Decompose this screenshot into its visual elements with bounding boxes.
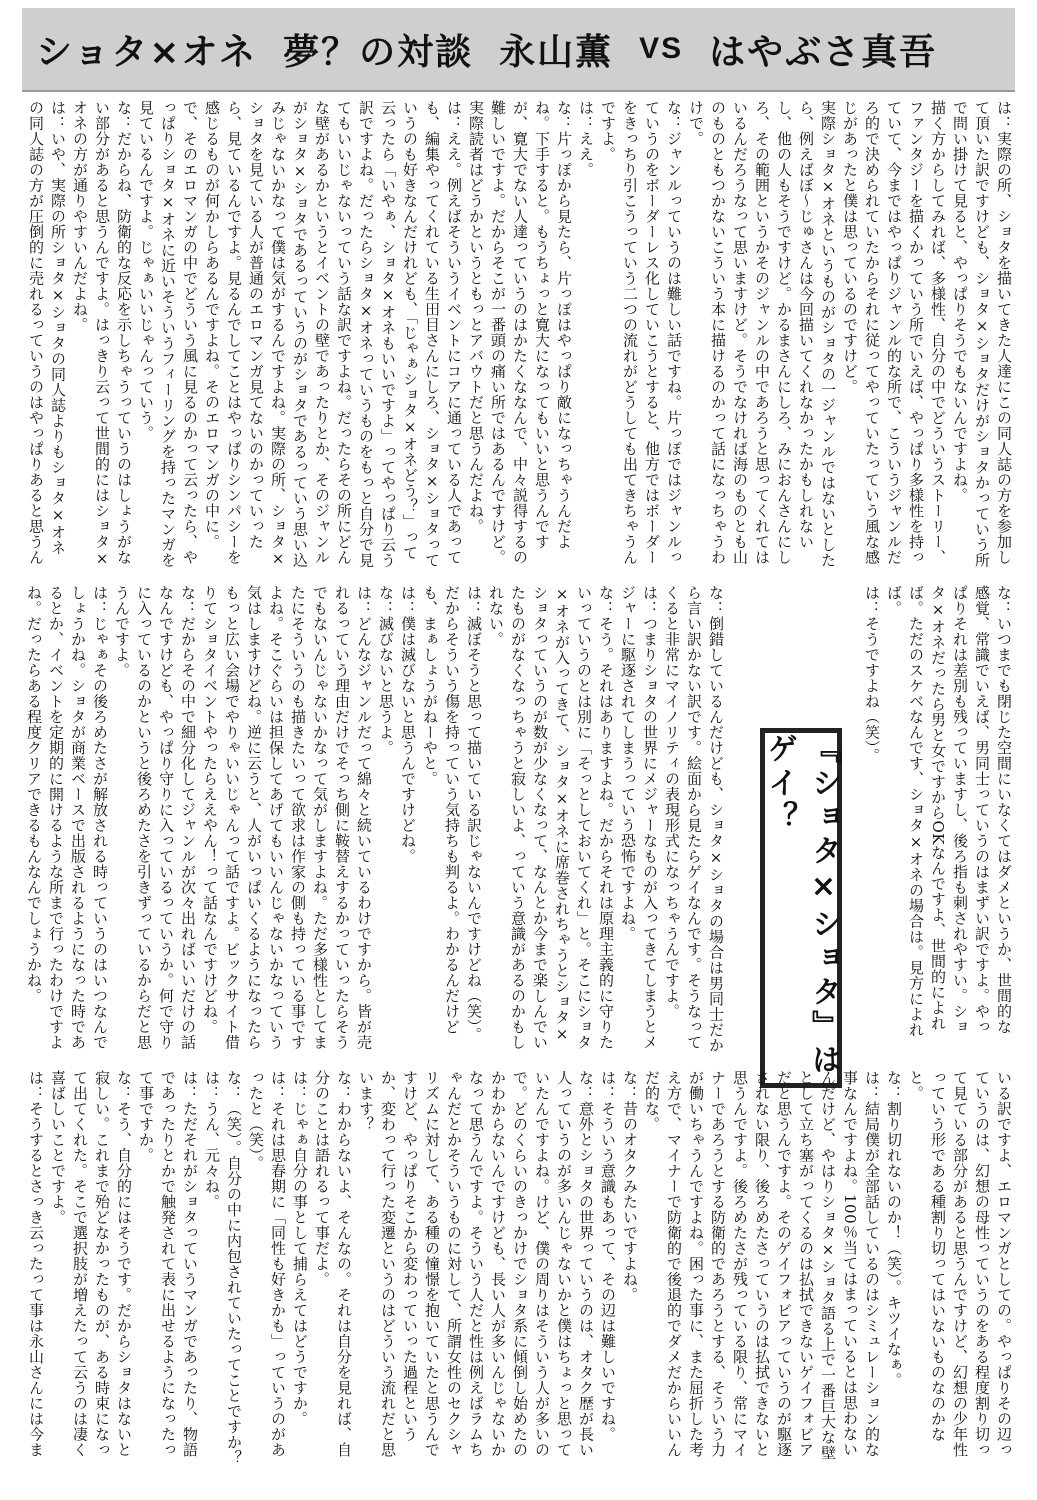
paragraph: は：結局僕が全部話しているのはシミュレーション的な事なんですよね。100％当てはまっているとは思わないんだけど、やはりショタ×ショタ語る上で一番巨大な壁として立ち塞がってくるのは払拭できないゲイフォビアだと思うんですよ。そのゲイフォビアっていうのが駆逐されない限り、後ろめたさっていうのは払拭できないと思うんですよ。後ろめたさが残っている限り、常にマイナーであろうとする防衛的であろうとする、そういう力が働いちゃうんですよね。困った事に、また屈折した考え方で、マイナーで防衛的で後退的でダメだからいいんだ的な。 [643,1070,881,1461]
paragraph: は：それは思春期に「同性も好きかも」っていうのがあったと（笑）。 [247,1070,287,1458]
page-header [22,8,1015,92]
paragraph: は：いや、実際の所ショタ×ショタの同人誌よりもショタ×オネの同人誌の方が圧倒的に売れるっていうのはやっぱりあると思うん [27,100,67,565]
paragraph: は：そうするとさっき云ったって事は永山さんには今ま [27,1070,45,1458]
paragraph: な：（笑）。自分の中に内包されていたってことですか？ [225,1070,243,1466]
title-part-3: 永山薫 [499,31,614,73]
dialogue-section-middle [22,585,727,1055]
paragraph: は：ええ。例えばそういうイベントにコアに通っている人であっても、編集やってくれている生田目さんにしろ、ショタ×ショタっていうのも好きなんだけれども、「じゃぁショタ×オネどう？」って云ったら「いやぁ、ショタ×オネもいいですよ」ってやっぱり云う訳ですよね。だったらショタ×オネっていうものをもっと自分で見てもいいじゃないっていう話な訳ですよね。だったらその所にどんな壁があるかというとイベントの壁であったりとか、そのジャンルがショタ×ショタであるっていうのがショタであるっていう思い込みじゃないかなって僕は気がするんですよね。実際の所、ショタ×ショタを見ている人が普通のエロマンガ見てないのかっていったら、見ているんですよ。見るんでしてことはやっぱりシンパシーを感じるものが何かしらあるんですよね。そのエロマンガの中に。で、そのエロマンガの中でどういう風に見るのかって云ったら、やっぱりショタ×オネに近いそういうフィーリングを持ったマンガを見ているんですよ。じゃぁいいじゃんっていう。 [137,100,463,568]
paragraph: は：実際の所、ショタを描いてきた人達にこの同人誌の方を参加して頂いた訳ですけども、ショタ×ショタだけがショタかっていう所で問い掛けて見ると、やっぱりそうでもないんですよね。 [951,100,1013,568]
paragraph: な：昔のオタクみたいですよね。 [621,1070,639,1303]
paragraph: は：どんなジャンルだって綿々と続いているわけですから。皆が売れるっていう理由だけでそっち側に鞍替えするかっていったらそうでもないんじゃないかなって気がしますよね。ただ多様性としてまたにそういうのも描きたいって欲求は作家の側も持っている事ですよね。そこぐらいは担保してあげてもいいんじゃないかなっていう気はしますけどね。逆に云うと、人がいっぱいくるようになったらもっと広い会場でやりゃいいじゃんって話ですよ。ビックサイト借りてショタイベントやったらええやん！って話なんですけどね。 [201,585,373,1050]
paragraph: な：倒錯しているんだけども、ショタ×ショタの場合は男同士だから言い訳かない訳です。絵面から見たらゲイなんです。そうなってくると非常にマイノリティの表現形式になっちゃうんですよ。 [663,585,725,1053]
title-vs: VS [639,32,684,65]
title-part-1: ショタ×オネ [36,31,258,73]
paragraph: は：じゃぁその後ろめたさが解放される時っていうのはいつなんでしょうかね。ショタが商業ベースで出版されるようになった時であるとか、イベントを定期的に開けるような所まで行ったわけですよね。だったらある程度クリアできるもんなんでしょうかね。 [25,585,109,1050]
paragraph: 実際ショタ×オネというものがショタの一ジャンルではないとしたら、例えばぼ〜じゅさんは今回描いてくれなかったかもしれないし、他の人もそうですけど。かるまさんにしろ、みにおんさんにしろ、その範囲というかそのジャンルの中であろうと思ってくれてはいるんだろうなって思いますけど。そうでなければ海のものとも山のものともつかないこういう本に描けるのかって話になっちゃうわけで。 [687,100,837,568]
paragraph: は：そうですよね（笑）。 [863,585,881,764]
paragraph: は：じゃぁ自分の事として捕らえてはどうですか。 [291,1070,309,1427]
dialogue-page [22,100,1015,1480]
paragraph: な：ジャンルっていうのは難しい話ですね。片っぽではジャンルっていうのをボーダーレス化していこうとすると、他方ではボーダーをきっちり引こうっていう二つの流れがどうしても出てきちゃうんですよ。 [599,100,683,565]
paragraph: は：滅ぼそうと思って描いている訳じゃないんですけどね（笑）。だからそういう傷を持っていう気持ちも判るよ。わかるんだけども、まぁしょうがねーやと。 [421,585,483,1043]
paragraph: な：だからその中で細分化してジャンルが次々出ればいいだけの話なんですけども、やっぱり守りに入っているっていうか。何で守りに入っているのかというと後ろめたさを引きずっているからだと思うんですよ。 [113,585,197,1050]
paragraph: な：そう、自分的にはそうです。だからショタはないと寂しい。これまで殆どなかったものが、ある時束になって出てくれた。そこで選択肢が増えたって云うのは凄く喜ばしいことですよ。 [49,1070,133,1458]
paragraph: は：つまりショタの世界にメジャーなものが入ってきてしまうとメジャーに駆逐されてしまうっていう恐怖ですよね。 [619,585,659,1050]
title-part-2: 夢？の対談 [283,31,474,73]
paragraph [860,585,861,1040]
paragraph: な：だからね、防衛的な反応を示しちゃうっていうのはしょうがない部分があると思うんですよ。はっきり云って世間的にはショタ×オネの方が通りやすいんだよね。 [71,100,133,568]
paragraph: は：僕は滅びないと思うんですけどね。 [399,585,417,864]
dialogue-section-top [22,100,1015,570]
paragraph: は：そういう意識もあって、その辺は難しいですね。 [599,1070,617,1442]
paragraph: は：ただそれがショタっていうマンガであったり、物語であったりとかで触発されて表に出せるようになったって事ですか。 [137,1070,199,1458]
dialogue-section-middle-right [860,585,1015,1040]
paragraph: な：滅びないと思うよ。 [377,585,395,756]
paragraph: な：片っぽから見たら、片っぽはやっぱり敵になっちゃうんだよね。下手すると。もうちょっと寛大になってもいいと思うんですが、寛大でない人達っていうのはかたくななんで、中々説得するの難しいですよ。だからそこが一番頭の痛い所ではあるんですけど。実際読者はどうかというともっとアバウトだと思うんだよね。 [467,100,573,565]
paragraph: な：割り切れないのか！（笑）。キツイなぁ。 [885,1070,903,1388]
paragraph: な：そう。それはありますよね。だからそれは原理主義的に守りたいっていうのとは別に「そっとしておいてくれ」と。そこにショタ×オネが入ってきて、ショタ×オネに席巻されちゃうとショタ×ショタっていうのが数が少なくなって、なんとか今まで楽しんでいたものがなくなっちゃうと寂しいよ、っていう意識があるのかもしれない。 [487,585,615,1050]
paragraph: は：うん、元々ね。 [203,1070,221,1210]
paragraph: 描く方からしてみれば、多様性、自分の中でどういうストーリー、ファンタジーを描くかっていう所でいえば、やっぱり多様性を持っていて、今まではやっぱりジャンル的な所で、こういうジャンルだろ的で決められていたからそれに従ってやっていたっていう風な感じがあったと僕は思っているのですけど。 [841,100,947,565]
paragraph: な：意外とショタの世界っていうのは、オタク歴が長い人っていうのが多いんじゃないかと僕はちょっと思っていたんですよね。けど、僕の周りはそういう人が多いので。どのくらいのきっかけでショタ系に傾倒し始めたのかわからないんですけども、長い人が多いんじゃないかなって思うんですよ。そういう人だと性は例えばラムちゃんだとかそういうものに対して、所謂女性のセクシャリズムに対して、ある種の憧憬を抱いていたと思うんですけど、やっぱりそこから変わっていった過程というか、変わって行った変遷というのはどういう流れだと思います？ [357,1070,595,1458]
paragraph: いる訳ですよ、エロマンガとしての。やっぱりその辺っていうのは、幻想の母性っていうのをある程度割り切って見ている部分があると思うんですけど、幻想の少年性っていう形である種割り切ってはいないものなのかなと。 [907,1070,1013,1458]
paragraph: な：いつまでも閉じた空間にいなくてはダメというか、世間的な感覚、常識でいえば、男同士っていうのはまずい訳ですよ。やっぱりそれは差別も残っていますし、後ろ指も刺されやすい。ショタ×オネだったら男と女ですからOKなんですよ、世間的によれば。ただのスケベなんです、ショタ×オネの場合は。見方によれば。 [885,585,1013,1038]
title-part-4: はやぶさ真吾 [709,31,938,73]
dialogue-section-bottom [22,1070,1015,1470]
paragraph: な：わからないよ、そんなの。それは自分を見れば、自分のことは語れるって事だよ。 [313,1070,353,1458]
callout-box: 『ショタ×ショタ』はゲイ？ [760,728,842,1088]
paragraph: は：ええ。 [577,100,595,178]
